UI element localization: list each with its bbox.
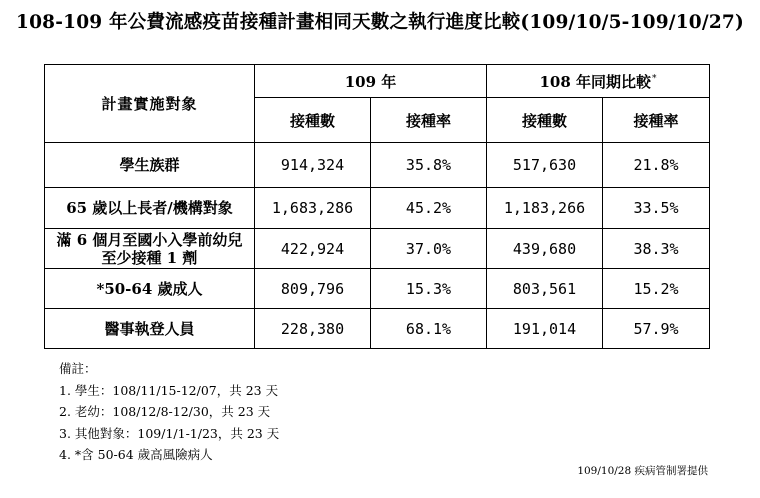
note-item: 3. 其他對象：109/1/1-1/23，共 23 天 <box>59 425 280 441</box>
count-109: 228,380 <box>255 309 371 349</box>
note-item: 2. 老幼：108/12/8-12/30，共 23 天 <box>59 404 271 419</box>
count-108: 803,561 <box>487 269 603 309</box>
rate-109: 37.0% <box>371 229 487 269</box>
table-row <box>45 143 710 188</box>
footnote-mark: * <box>652 73 657 84</box>
group-header-108 <box>487 65 710 98</box>
count-108: 191,014 <box>487 309 603 349</box>
rate-108: 38.3% <box>603 229 710 269</box>
row-label-line1: 滿 6 個月至國小入學前幼兒 <box>56 230 243 249</box>
count-108: 1,183,266 <box>487 188 603 229</box>
row-label: 65 歲以上長者/機構對象 <box>45 188 255 229</box>
page-title: 108-109 年公費流感疫苗接種計畫相同天數之執行進度比較(109/10/5-109/10/27) <box>16 12 744 33</box>
progress-table <box>44 64 710 349</box>
row-label: 學生族群 <box>45 143 255 188</box>
table-row <box>45 188 710 229</box>
rate-108: 57.9% <box>603 309 710 349</box>
notes <box>59 358 279 466</box>
rate-109: 15.3% <box>371 269 487 309</box>
rate-109: 35.8% <box>371 143 487 188</box>
col-header-rate-109: 接種率 <box>371 98 487 143</box>
group-header-108-label: 108 年同期比較 <box>539 72 652 91</box>
count-109: 422,924 <box>255 229 371 269</box>
count-109: 1,683,286 <box>255 188 371 229</box>
row-label <box>45 229 255 269</box>
col-header-count-108: 接種數 <box>487 98 603 143</box>
rate-108: 15.2% <box>603 269 710 309</box>
row-header: 計畫實施對象 <box>45 65 255 143</box>
row-label-line2: 至少接種 1 劑 <box>101 248 198 267</box>
table-row <box>45 229 710 269</box>
row-label: 醫事執登人員 <box>45 309 255 349</box>
rate-109: 45.2% <box>371 188 487 229</box>
group-header-109: 109 年 <box>255 65 487 98</box>
count-108: 439,680 <box>487 229 603 269</box>
count-109: 809,796 <box>255 269 371 309</box>
col-header-rate-108: 接種率 <box>603 98 710 143</box>
note-item: 4. *含 50-64 歲高風險病人 <box>59 447 213 462</box>
col-header-count-109: 接種數 <box>255 98 371 143</box>
notes-heading: 備註： <box>59 361 97 376</box>
rate-108: 21.8% <box>603 143 710 188</box>
count-108: 517,630 <box>487 143 603 188</box>
rate-109: 68.1% <box>371 309 487 349</box>
source-credit: 109/10/28 疾病管制署提供 <box>577 465 708 477</box>
count-109: 914,324 <box>255 143 371 188</box>
table-row <box>45 309 710 349</box>
row-label: *50-64 歲成人 <box>45 269 255 309</box>
note-item: 1. 學生：108/11/15-12/07，共 23 天 <box>59 382 279 398</box>
rate-108: 33.5% <box>603 188 710 229</box>
table-row <box>45 269 710 309</box>
